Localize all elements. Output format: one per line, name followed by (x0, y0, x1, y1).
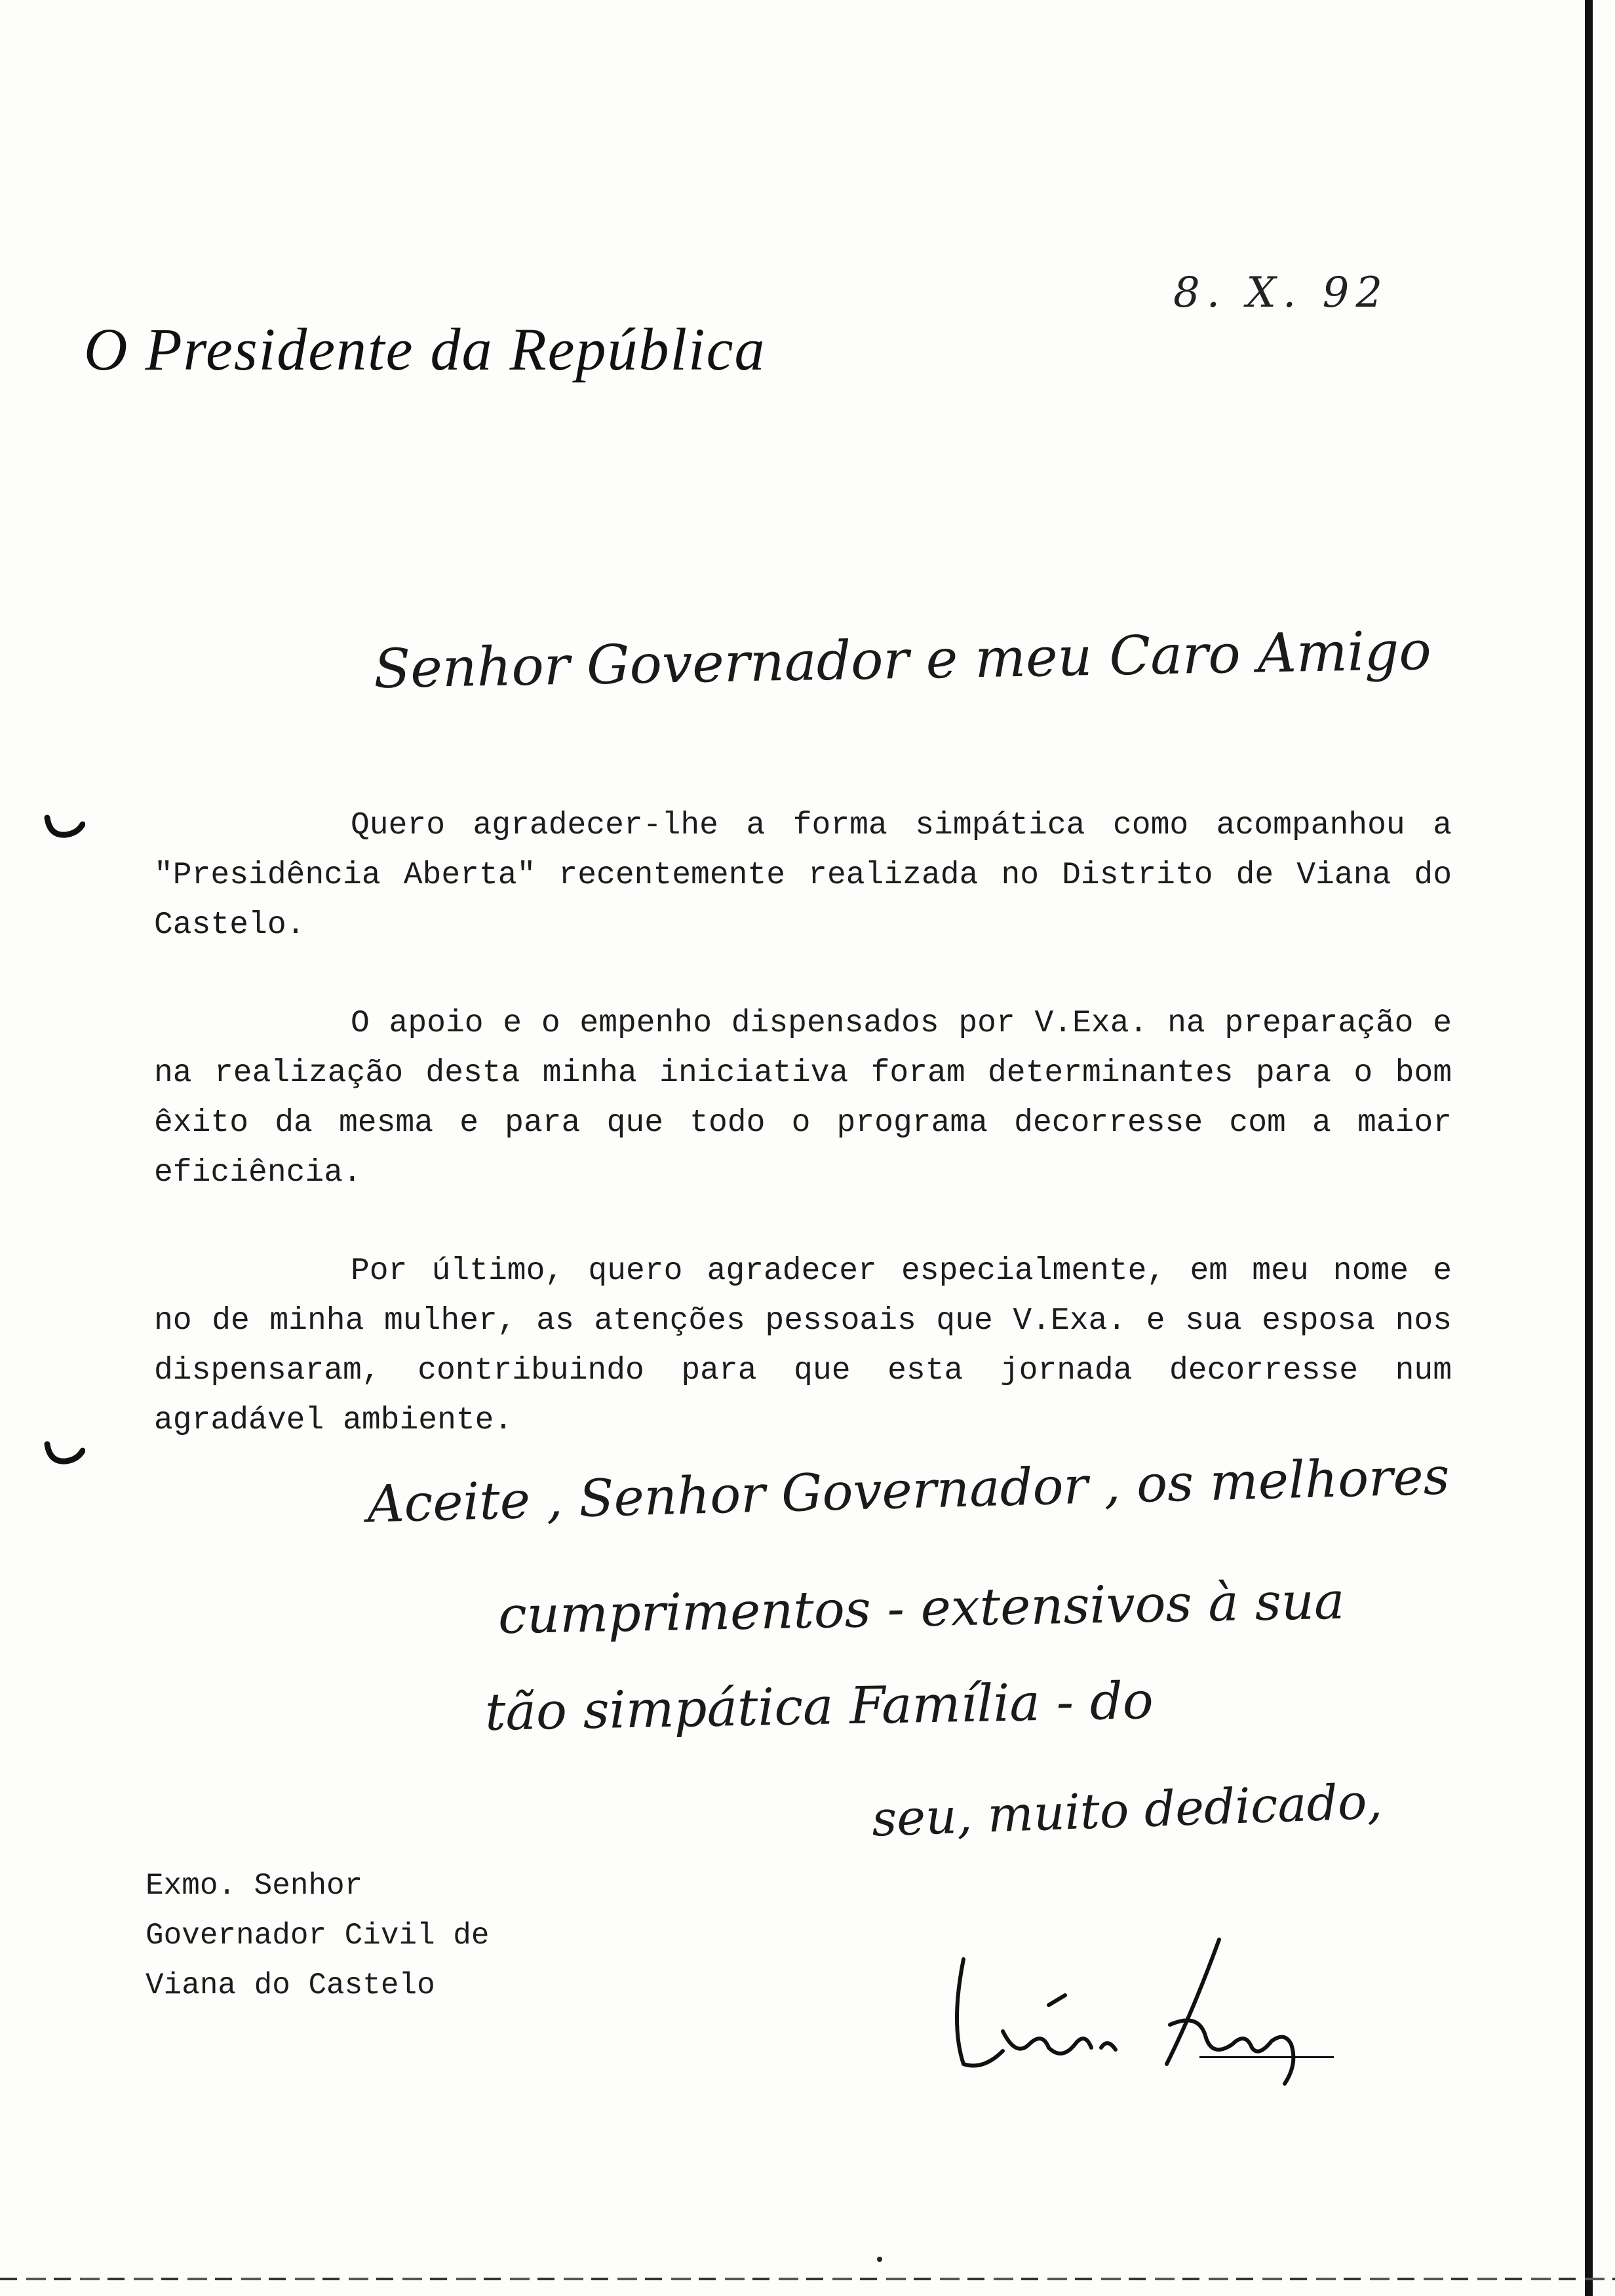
paragraph-1: Quero agradecer-lhe a forma simpática como acompanhou a "Presidência Aberta" recentemente realizada no Distrito de Viana do Castelo. (154, 808, 1452, 943)
handwritten-salutation: Senhor Governador e meu Caro Amigo (373, 619, 1432, 701)
bottom-border-edge (0, 2278, 1615, 2280)
addressee-line-3: Viana do Castelo (146, 1968, 435, 2002)
handwritten-closing-line-3: tão simpática Família - do (484, 1672, 1154, 1742)
punch-mark-bottom (43, 1440, 85, 1466)
signature-underline (1199, 2056, 1334, 2058)
handwritten-closing-line-4: seu, muito dedicado, (870, 1773, 1384, 1848)
handwritten-closing-line-1: Aceite , Senhor Governador , os melhores (366, 1447, 1450, 1535)
addressee-line-1: Exmo. Senhor (146, 1869, 363, 1903)
letter-body (154, 801, 1452, 1494)
letterhead: O Presidente da República (84, 316, 766, 383)
addressee-block (146, 1861, 490, 2010)
handwritten-date: 8. X. 92 (1173, 269, 1390, 317)
paragraph-2: O apoio e o empenho dispensados por V.Exa. na preparação e na realização desta minha iniciativa foram determinantes para o bom êxito da mesma e para que todo o programa decorresse com a maior eficiência. (154, 1006, 1452, 1191)
addressee-line-2: Governador Civil de (146, 1919, 490, 1953)
paragraph-3: Por último, quero agradecer especialmente, em meu nome e no de minha mulher, as atenções pessoais que V.Exa. e sua esposa nos dispensaram, contribuindo para que esta jornada decorresse num agradável ambiente. (154, 1253, 1452, 1438)
right-border-edge (1585, 0, 1593, 2296)
handwritten-closing-line-2: cumprimentos - extensivos à sua (497, 1571, 1346, 1646)
punch-mark-top (43, 814, 85, 840)
handwritten-signature (944, 1933, 1337, 2090)
bottom-dot-mark (877, 2257, 882, 2262)
